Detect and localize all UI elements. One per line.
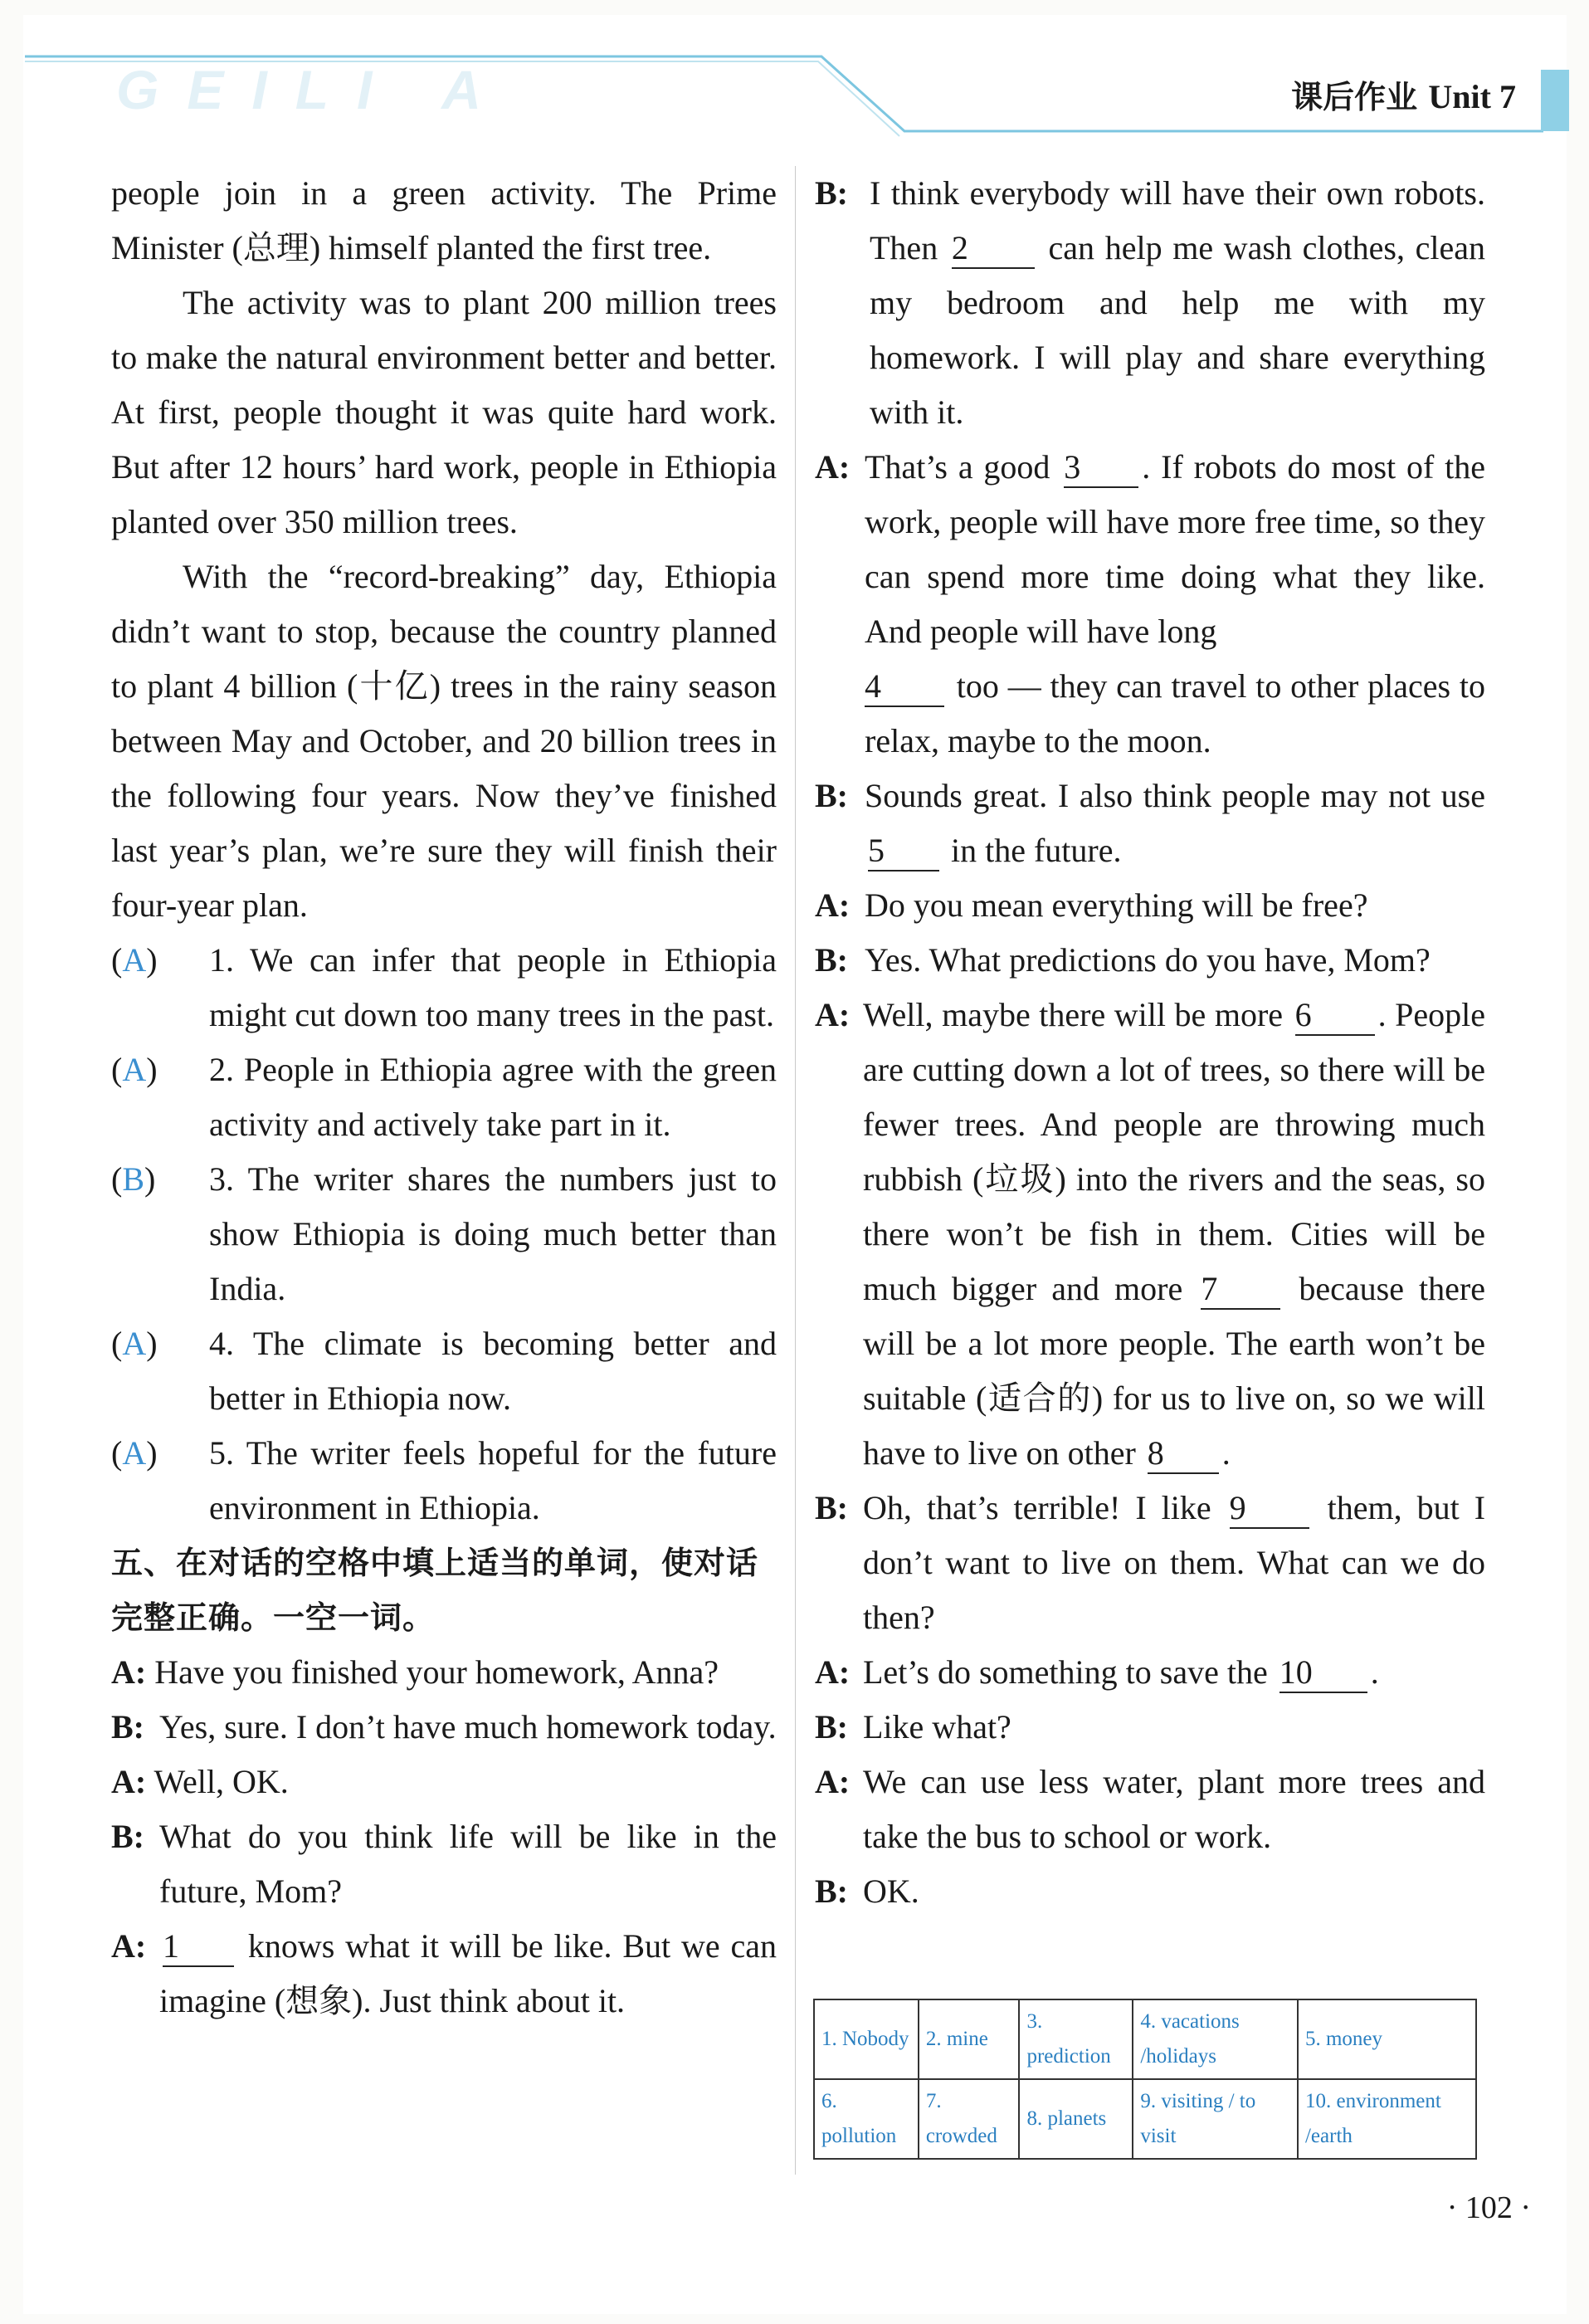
header-unit: Unit 7 xyxy=(1428,78,1516,115)
dialogue-text: them, but I don’t want to live on them. What can we do then? xyxy=(863,1489,1486,1636)
speaker-label: B: xyxy=(815,941,848,979)
question-text: 5. The writer feels hopeful for the future environment in Ethiopia. xyxy=(209,1434,777,1526)
speaker-label: B: xyxy=(815,1708,848,1745)
dialogue-line xyxy=(815,166,1485,440)
answer-blank: 10 xyxy=(1279,1653,1367,1693)
speaker-label: A: xyxy=(815,886,851,924)
answer-blank: 7 xyxy=(1201,1270,1280,1310)
column-divider xyxy=(795,166,796,2175)
speaker-label: A: xyxy=(815,1763,851,1800)
question-item xyxy=(111,1316,777,1426)
dialogue-text: Well, OK. xyxy=(154,1763,289,1800)
dialogue-text: knows what it will be like. But we can imagine (想象). Just think about it. xyxy=(159,1927,777,2019)
answer-mark: (B) xyxy=(111,1160,156,1198)
answer-mark: (A) xyxy=(111,1051,158,1088)
dialogue-line xyxy=(815,1755,1485,1864)
table-cell: 3. prediction xyxy=(1019,1999,1133,2079)
answer-blank: 4 xyxy=(865,667,944,707)
header-label-text: 课后作业 xyxy=(1291,79,1418,115)
answer-blank: 1 xyxy=(163,1927,234,1967)
dialogue-text: Do you mean everything will be free? xyxy=(865,886,1368,924)
dialogue-text: . xyxy=(1370,1653,1379,1691)
dialogue-text: . If robots do most of the work, people will have more free time, so they can spend more time doing what they like. And people will have long xyxy=(865,448,1486,650)
answer-blank: 5 xyxy=(868,832,939,872)
question-item xyxy=(111,933,777,1042)
right-column xyxy=(815,166,1485,1919)
dialogue xyxy=(111,1645,777,2029)
header-tab xyxy=(1541,70,1569,131)
question-item xyxy=(111,1042,777,1152)
answer-blank: 9 xyxy=(1230,1489,1309,1529)
dialogue-text: What do you think life will be like in the future, Mom? xyxy=(159,1818,777,1910)
dialogue-text: Have you finished your homework, Anna? xyxy=(154,1653,719,1691)
answer-blank: 2 xyxy=(952,229,1035,269)
question-text: 1. We can infer that people in Ethiopia might cut down too many trees in the past. xyxy=(209,941,777,1033)
dialogue-text: Oh, that’s terrible! I like xyxy=(863,1489,1211,1526)
question-text: 2. People in Ethiopia agree with the green activity and actively take part in it. xyxy=(209,1051,777,1143)
speaker-label: A: xyxy=(111,1763,147,1800)
dialogue-line xyxy=(815,440,1485,769)
dialogue-line xyxy=(111,1700,777,1755)
speaker-label: A: xyxy=(815,448,851,486)
answer-key-table xyxy=(813,1999,1477,2160)
dialogue-line xyxy=(815,769,1485,878)
dialogue-text: Yes, sure. I don’t have much homework today. xyxy=(159,1708,777,1745)
dialogue-line xyxy=(111,1809,777,1919)
page-number: · 102 · xyxy=(1446,2190,1531,2225)
answer-mark: (A) xyxy=(111,1325,158,1362)
dialogue-text: That’s a good xyxy=(865,448,1050,486)
table-cell: 7. crowded xyxy=(919,2079,1020,2159)
dialogue-line xyxy=(815,988,1485,1481)
dialogue-text: Like what? xyxy=(863,1708,1011,1745)
answer-blank: 6 xyxy=(1295,996,1375,1036)
speaker-label: B: xyxy=(815,1489,848,1526)
dialogue-line xyxy=(111,1919,777,2029)
dialogue-line xyxy=(111,1755,777,1809)
table-cell: 10. environment /earth xyxy=(1298,2079,1476,2159)
answer-letter: A xyxy=(122,941,147,979)
answer-letter: A xyxy=(122,1051,147,1088)
question-item xyxy=(111,1152,777,1316)
dialogue-text: Well, maybe there will be more xyxy=(863,996,1284,1033)
passage-paragraph: With the “record-breaking” day, Ethiopia didn’t want to stop, because the country planned to plant 4 billion (十亿) trees in the rainy season between May and October, and 20 billion trees in the following four years. Now they’ve finished last year’s plan, we’re sure they will finish their four-year plan. xyxy=(111,558,777,924)
speaker-label: B: xyxy=(815,1872,848,1910)
dialogue-line xyxy=(815,878,1485,933)
dialogue-line xyxy=(815,1700,1485,1755)
answer-letter: B xyxy=(122,1160,145,1198)
header-unit-label xyxy=(1291,71,1516,117)
table-cell: 2. mine xyxy=(919,1999,1020,2079)
table-cell: 6. pollution xyxy=(814,2079,919,2159)
header-watermark: GEILI A xyxy=(116,59,509,120)
speaker-label: A: xyxy=(111,1927,147,1965)
question-text: 3. The writer shares the numbers just to show Ethiopia is doing much better than India. xyxy=(209,1160,777,1307)
speaker-label: A: xyxy=(111,1653,147,1691)
dialogue-text: Sounds great. I also think people may not use xyxy=(865,777,1485,814)
answer-blank: 3 xyxy=(1064,448,1138,488)
table-cell: 8. planets xyxy=(1019,2079,1133,2159)
section-title: 五、在对话的空格中填上适当的单词，使对话完整正确。一空一词。 xyxy=(111,1545,759,1636)
question-text: 4. The climate is becoming better and better in Ethiopia now. xyxy=(209,1325,777,1417)
answer-blank: 8 xyxy=(1148,1434,1219,1474)
speaker-label: A: xyxy=(815,1653,851,1691)
dialogue-text: because there will be a lot more people. The earth won’t be suitable (适合的) for us to live on, so we will have to live on other xyxy=(863,1270,1485,1472)
dialogue-text: Let’s do something to save the xyxy=(863,1653,1268,1691)
dialogue-line xyxy=(815,933,1485,988)
table-cell: 9. visiting / to visit xyxy=(1133,2079,1298,2159)
dialogue-text: too — they can travel to other places to relax, maybe to the moon. xyxy=(865,667,1486,759)
speaker-label: B: xyxy=(111,1708,144,1745)
dialogue-text: Yes. What predictions do you have, Mom? xyxy=(865,941,1431,979)
left-column xyxy=(111,166,777,2029)
table-row xyxy=(814,2079,1476,2159)
dialogue-text: I think everybody will have their own robots. Then xyxy=(870,174,1485,266)
question-item xyxy=(111,1426,777,1536)
passage-paragraph: people join in a green activity. The Prime Minister (总理) himself planted the first tree. xyxy=(111,174,777,266)
dialogue-text: . People are cutting down a lot of trees, so there will be fewer trees. And people are throwing much rubbish (垃圾) into the rivers and the seas, so there won’t be fish in them. Cities will be much bigger and more xyxy=(863,996,1486,1307)
answer-letter: A xyxy=(122,1434,147,1472)
table-cell: 4. vacations /holidays xyxy=(1133,1999,1298,2079)
dialogue-text: can help me wash clothes, clean my bedroom and help me with my homework. I will play and share everything with it. xyxy=(870,229,1486,431)
question-list xyxy=(111,933,777,1536)
dialogue-line xyxy=(815,1481,1485,1645)
answer-mark: (A) xyxy=(111,1434,158,1472)
dialogue-text: . xyxy=(1221,1434,1231,1472)
speaker-label: B: xyxy=(111,1818,144,1855)
speaker-label: B: xyxy=(815,777,848,814)
dialogue-text: OK. xyxy=(863,1872,919,1910)
dialogue-line xyxy=(815,1645,1485,1700)
answer-letter: A xyxy=(122,1325,147,1362)
answer-mark: (A) xyxy=(111,941,158,979)
dialogue-text: in the future. xyxy=(951,832,1122,869)
passage-paragraph: The activity was to plant 200 million trees to make the natural environment better and better. At first, people thought it was quite hard work. But after 12 hours’ hard work, people in Ethiopia planted over 350 million trees. xyxy=(111,284,777,540)
dialogue-line xyxy=(815,1864,1485,1919)
table-row xyxy=(814,1999,1476,2079)
speaker-label: A: xyxy=(815,996,851,1033)
table-cell: 1. Nobody xyxy=(814,1999,919,2079)
dialogue-line xyxy=(111,1645,777,1700)
table-cell: 5. money xyxy=(1298,1999,1476,2079)
speaker-label: B: xyxy=(815,174,848,212)
dialogue-text: We can use less water, plant more trees and take the bus to school or work. xyxy=(863,1763,1485,1855)
